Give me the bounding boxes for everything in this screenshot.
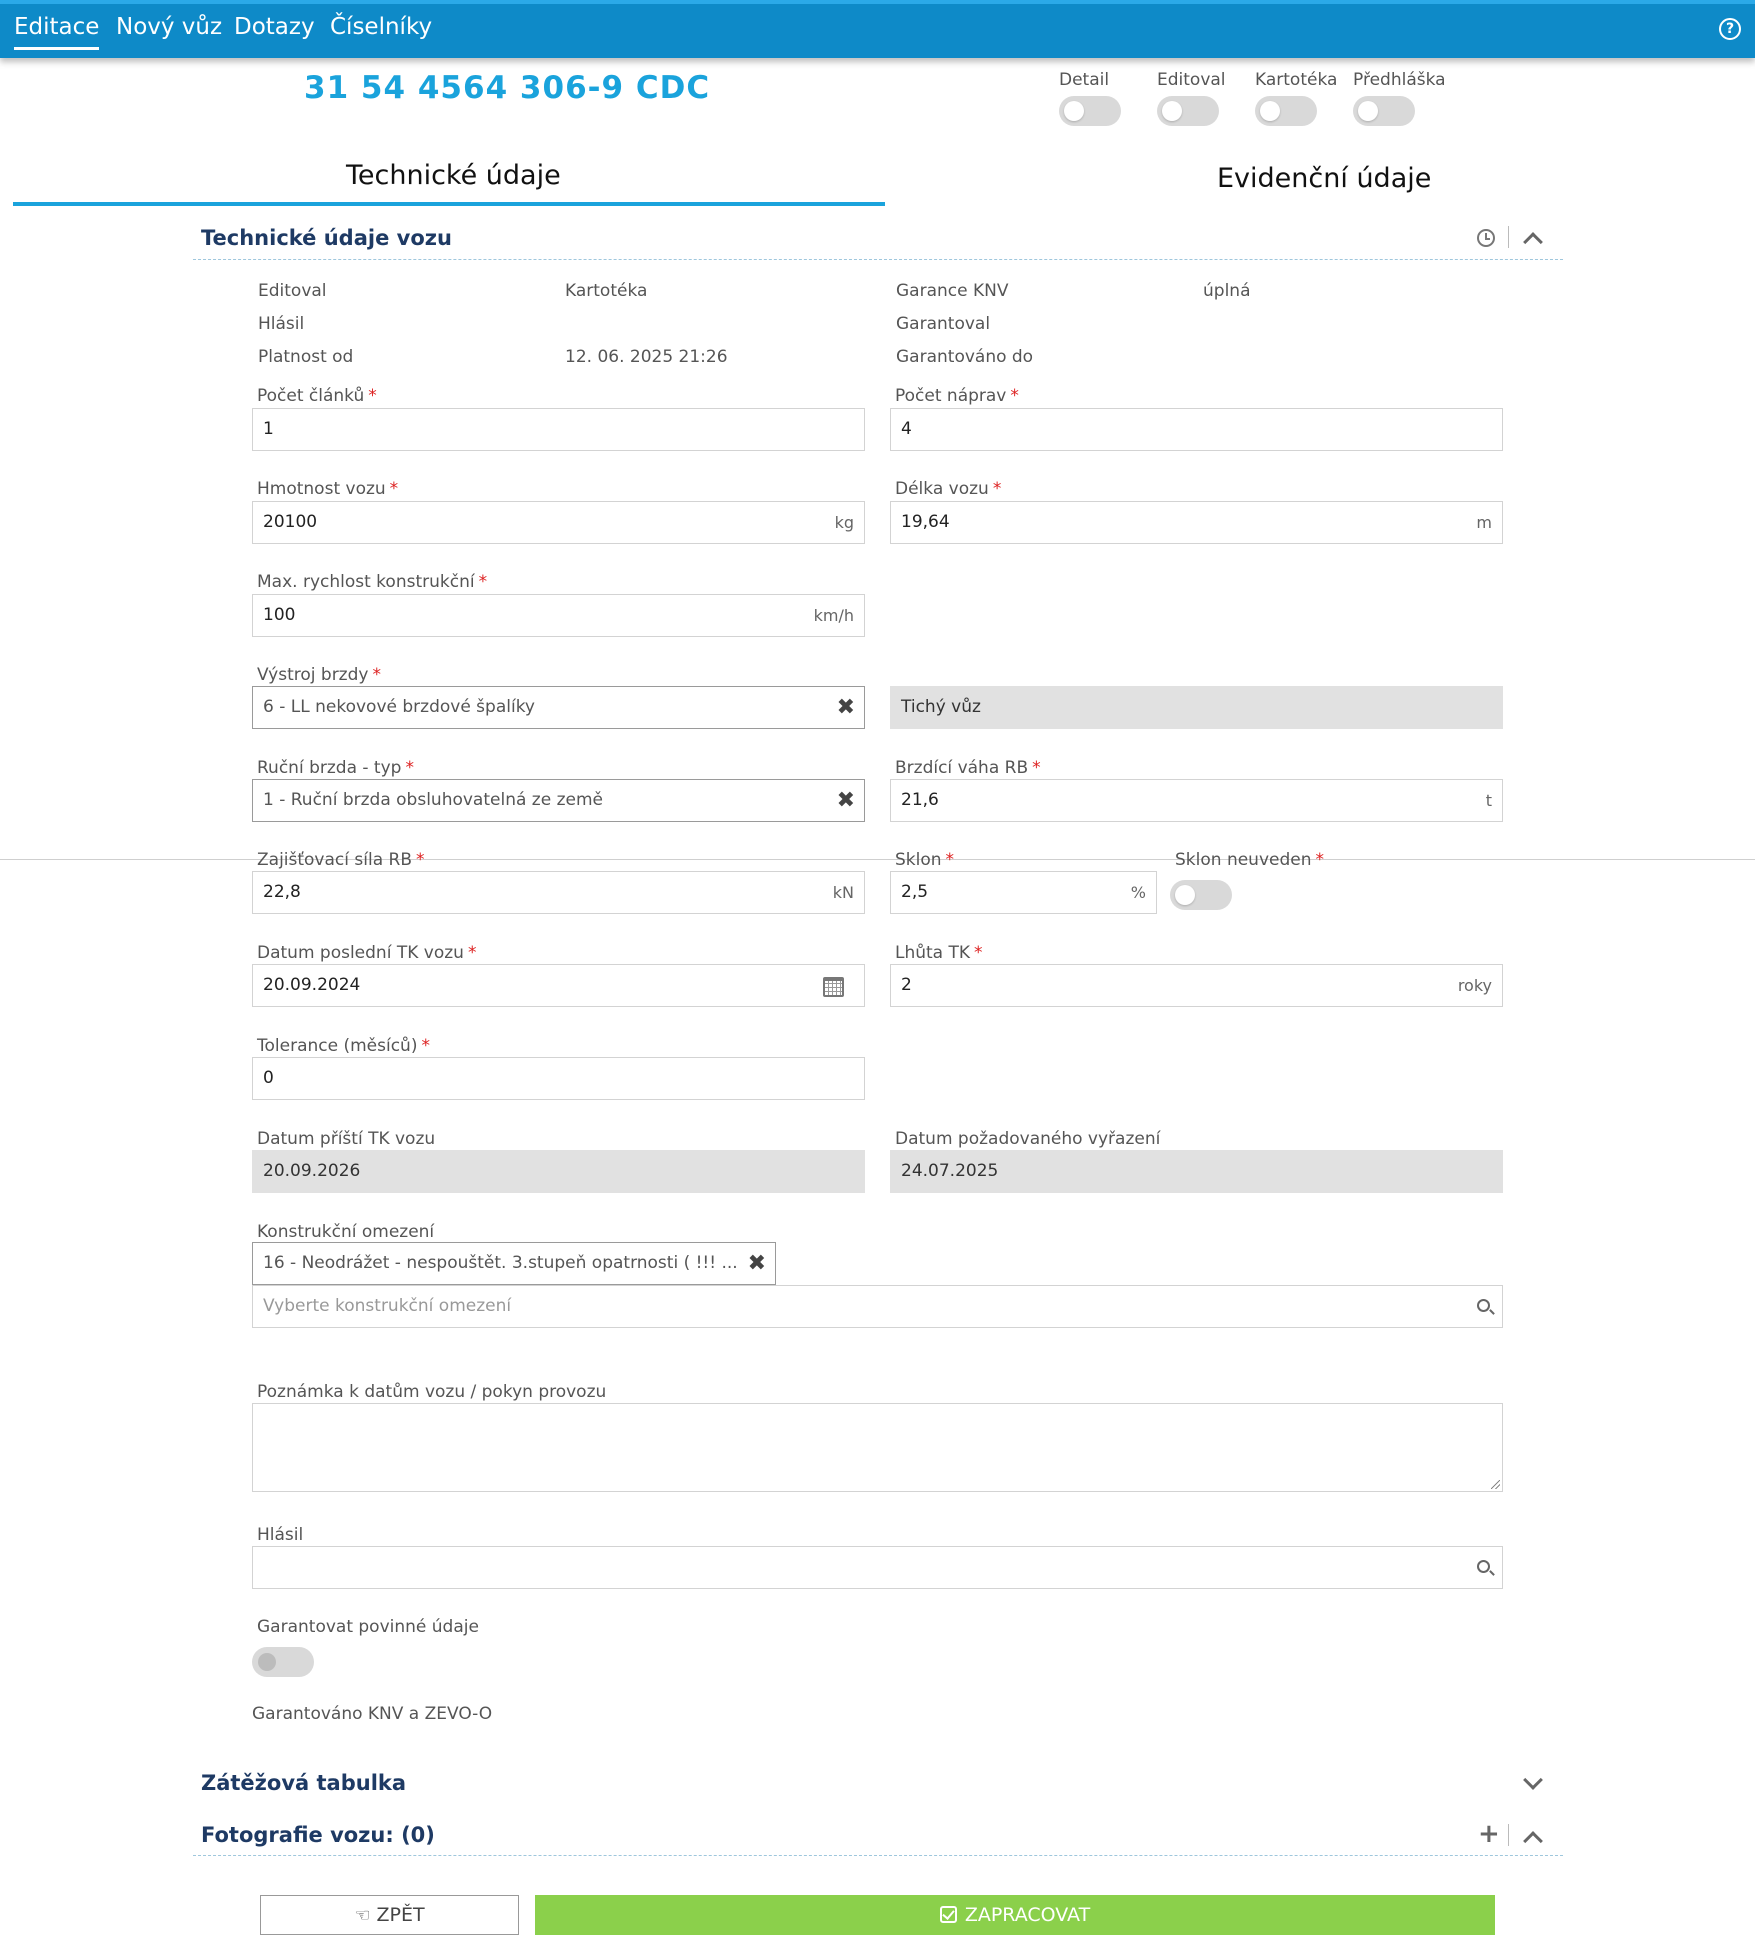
label-pocet-naprav: Počet náprav * [895,386,1019,406]
tolerance-input[interactable]: 0 [252,1057,865,1100]
label-konstrukcni-omezeni: Konstrukční omezení [257,1222,435,1242]
hand-pointer-icon: ☜ [354,1905,371,1926]
search-icon[interactable] [1477,1299,1490,1312]
info-platnost-value: 12. 06. 2025 21:26 [565,347,728,367]
rychlost-input[interactable]: 100 km/h [252,594,865,637]
toggle-detail[interactable] [1059,70,1121,126]
search-icon[interactable] [1477,1560,1490,1573]
label-delka: Délka vozu * [895,479,1002,499]
unit-roky: roky [1457,976,1492,995]
toggle-label: Kartotéka [1255,70,1338,90]
section-divider [193,259,1563,260]
section-title-technical[interactable]: Technické údaje vozu [201,226,452,250]
poznamka-textarea[interactable] [252,1403,1503,1492]
toggle-label: Předhláška [1353,70,1446,90]
back-button[interactable]: ☜ ZPĚT [260,1895,519,1935]
sklon-neuveden-toggle[interactable] [1170,880,1232,910]
label-sklon: Sklon * [895,850,955,870]
info-hlasil-label: Hlásil [258,314,305,334]
tab-evidencni-udaje[interactable]: Evidenční údaje [1217,163,1432,194]
label-garantovat: Garantovat povinné údaje [257,1617,479,1637]
info-garance-value: úplná [1203,281,1251,301]
label-datum-tk: Datum poslední TK vozu * [257,943,477,963]
toggle-label: Detail [1059,70,1110,90]
label-datum-vyrazeni: Datum požadovaného vyřazení [895,1129,1161,1149]
label-vystroj-brzdy: Výstroj brzdy * [257,665,381,685]
konstrukcni-omezeni-tag[interactable]: 16 - Neodrážet - nespouštět. 3.stupeň opatrnosti ( !!! ... ✖ [252,1242,776,1285]
hmotnost-input[interactable]: 20100 kg [252,501,865,544]
datum-vyrazeni-field: 24.07.2025 [890,1150,1503,1193]
rucni-brzda-select[interactable]: 1 - Ruční brzda obsluhovatelná ze země ✖ [252,779,865,822]
toggle-label: Editoval [1157,70,1226,90]
label-tolerance: Tolerance (měsíců) * [257,1036,430,1056]
label-rychlost: Max. rychlost konstrukční * [257,572,488,592]
toggle-switch[interactable] [1255,96,1317,126]
label-zajistovaci-sila: Zajišťovací síla RB * [257,850,425,870]
label-sklon-neuveden: Sklon neuveden * [1175,850,1324,870]
info-platnost-label: Platnost od [258,347,354,367]
collapse-chevron-up-icon[interactable] [1523,232,1543,252]
sklon-input[interactable]: 2,5 % [890,871,1157,914]
vystroj-brzdy-select[interactable]: 6 - LL nekovové brzdové špalíky ✖ [252,686,865,729]
pocet-naprav-input[interactable]: 4 [890,408,1503,451]
pocet-clanku-input[interactable]: 1 [252,408,865,451]
calendar-icon[interactable] [823,977,844,997]
konstrukcni-omezeni-search[interactable]: Vyberte konstrukční omezení [252,1285,1503,1328]
history-icon[interactable] [1477,229,1495,247]
delka-input[interactable]: 19,64 m [890,501,1503,544]
unit-m: m [1476,513,1492,532]
help-icon[interactable]: ? [1719,18,1741,40]
label-rucni-brzda: Ruční brzda - typ * [257,758,414,778]
label-hmotnost: Hmotnost vozu * [257,479,399,499]
nav-dotazy[interactable]: Dotazy [234,14,315,40]
active-tab-indicator [13,202,885,206]
info-editoval-label: Editoval [258,281,327,301]
section-title-zatezova[interactable]: Zátěžová tabulka [201,1771,407,1795]
info-garantovano-do-label: Garantováno do [896,347,1034,367]
add-plus-icon[interactable]: + [1478,1819,1500,1849]
unit-percent: % [1130,883,1146,902]
process-button[interactable]: ZAPRACOVAT [535,1895,1495,1935]
remove-x-icon[interactable]: ✖ [747,1251,766,1276]
hlasil-search-input[interactable] [252,1546,1503,1589]
divider [1508,226,1509,248]
collapse-chevron-up-icon[interactable] [1523,1831,1543,1851]
unit-kn: kN [832,883,854,902]
datum-pristi-tk-field: 20.09.2026 [252,1150,865,1193]
label-lhuta-tk: Lhůta TK * [895,943,983,963]
section-divider [193,1855,1563,1856]
tichy-vuz-field: Tichý vůz [890,686,1503,729]
resize-handle-icon[interactable] [1491,1480,1500,1489]
brzdici-vaha-input[interactable]: 21,6 t [890,779,1503,822]
toggle-switch[interactable] [1353,96,1415,126]
toggle-predhlaska[interactable] [1353,70,1446,126]
wagon-number: 31 54 4564 306-9 CDC [304,70,711,106]
label-hlasil: Hlásil [257,1525,304,1545]
info-garantoval-label: Garantoval [896,314,991,334]
label-datum-pristi-tk: Datum příští TK vozu [257,1129,436,1149]
nav-editace[interactable]: Editace [14,14,100,40]
unit-kmh: km/h [813,606,854,625]
label-poznamka: Poznámka k datům vozu / pokyn provozu [257,1382,607,1402]
section-title-fotografie[interactable]: Fotografie vozu: (0) [201,1823,435,1847]
toggle-switch[interactable] [1157,96,1219,126]
divider [1508,1824,1509,1846]
top-nav-bar [0,0,1755,58]
toggle-editoval[interactable] [1157,70,1226,126]
guarantee-note: Garantováno KNV a ZEVO-O [252,1704,493,1724]
expand-chevron-down-icon[interactable] [1523,1770,1543,1790]
label-pocet-clanku: Počet článků * [257,386,377,406]
clear-x-icon[interactable]: ✖ [836,695,855,720]
unit-kg: kg [834,513,854,532]
zajistovaci-sila-input[interactable]: 22,8 kN [252,871,865,914]
lhuta-tk-input[interactable]: 2 roky [890,964,1503,1007]
toggle-switch[interactable] [1059,96,1121,126]
garantovat-toggle[interactable] [252,1647,314,1677]
info-garance-label: Garance KNV [896,281,1009,301]
tab-technicke-udaje[interactable]: Technické údaje [346,160,561,191]
top-stripe [0,0,1755,4]
datum-tk-input[interactable]: 20.09.2024 [252,964,865,1007]
info-editoval-value: Kartotéka [565,281,648,301]
nav-ciselniky[interactable]: Číselníky [330,14,433,40]
unit-t: t [1485,791,1492,810]
toggle-kartoteka[interactable] [1255,70,1337,126]
label-brzdici-vaha: Brzdící váha RB * [895,758,1041,778]
check-square-icon [940,1906,957,1923]
nav-novy-vuz[interactable]: Nový vůz [116,14,223,40]
clear-x-icon[interactable]: ✖ [836,788,855,813]
